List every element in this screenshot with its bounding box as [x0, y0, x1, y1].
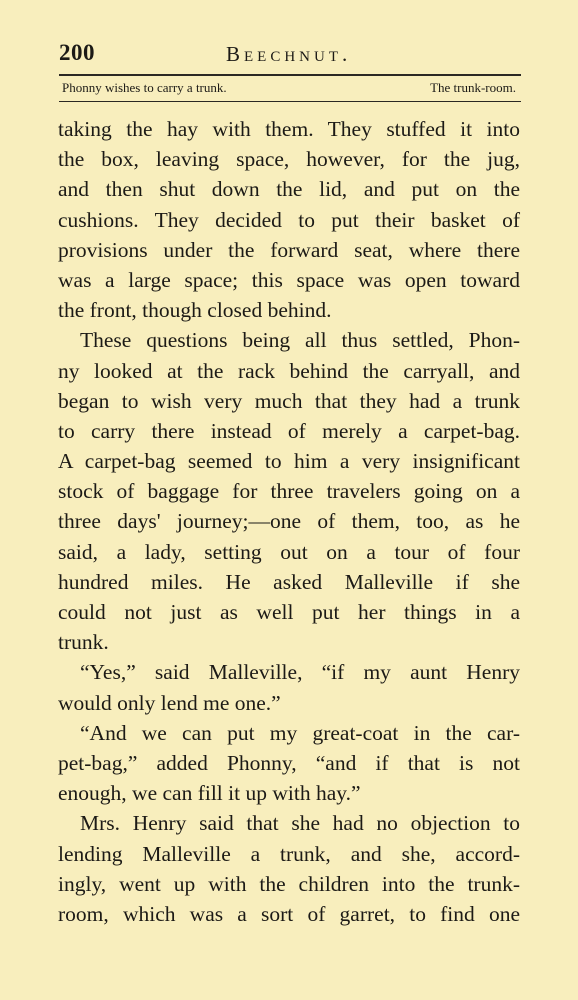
- running-title: Beechnut.: [226, 42, 352, 66]
- text-line: “And we can put my great-coat in the car-: [80, 720, 520, 745]
- text-line: taking the hay with them. They stuffed it into: [58, 117, 520, 141]
- text-line: would only lend me one.”: [58, 690, 281, 715]
- headline-left: Phonny wishes to carry a trunk.: [62, 80, 227, 95]
- text-line: room, which was a sort of garret, to find one: [58, 901, 520, 926]
- text-line: ny looked at the rack behind the carryall, and: [58, 358, 520, 383]
- text-line: These questions being all thus settled, Phon-: [80, 328, 520, 353]
- text-line: three days' journey;—one of them, too, as he: [58, 509, 520, 534]
- text-line: stock of baggage for three travelers going on a: [58, 479, 520, 504]
- header-rule-top: [59, 74, 521, 76]
- text-line: and then shut down the lid, and put on the: [58, 177, 520, 202]
- text-line: was a large space; this space was open toward: [58, 267, 520, 292]
- headline-right: The trunk-room.: [430, 80, 516, 95]
- text-line: began to wish very much that they had a trunk: [58, 388, 520, 413]
- body-text: [58, 114, 520, 929]
- text-line: the front, though closed behind.: [58, 298, 332, 323]
- text-line: the box, leaving space, however, for the jug,: [58, 147, 520, 172]
- text-line: enough, we can fill it up with hay.”: [58, 781, 361, 806]
- text-line: said, a lady, setting out on a tour of four: [58, 539, 520, 564]
- text-line: trunk.: [58, 630, 109, 655]
- text-line: pet-bag,” added Phonny, “and if that is not: [58, 750, 520, 775]
- header-rule-bottom: [59, 101, 521, 102]
- text-line: provisions under the forward seat, where there: [58, 237, 520, 262]
- text-line: cushions. They decided to put their basket of: [58, 207, 520, 232]
- text-line: Mrs. Henry said that she had no objection to: [80, 811, 520, 836]
- text-line: “Yes,” said Malleville, “if my aunt Henry: [80, 660, 520, 685]
- page-number: 200: [59, 40, 95, 65]
- text-line: to carry there instead of merely a carpet-bag.: [58, 418, 520, 443]
- text-line: hundred miles. He asked Malleville if she: [58, 569, 520, 594]
- text-line: ingly, went up with the children into the trunk-: [58, 871, 520, 896]
- text-line: lending Malleville a trunk, and she, accord-: [58, 841, 520, 866]
- text-line: could not just as well put her things in a: [58, 600, 520, 624]
- text-line: A carpet-bag seemed to him a very insignificant: [58, 449, 520, 474]
